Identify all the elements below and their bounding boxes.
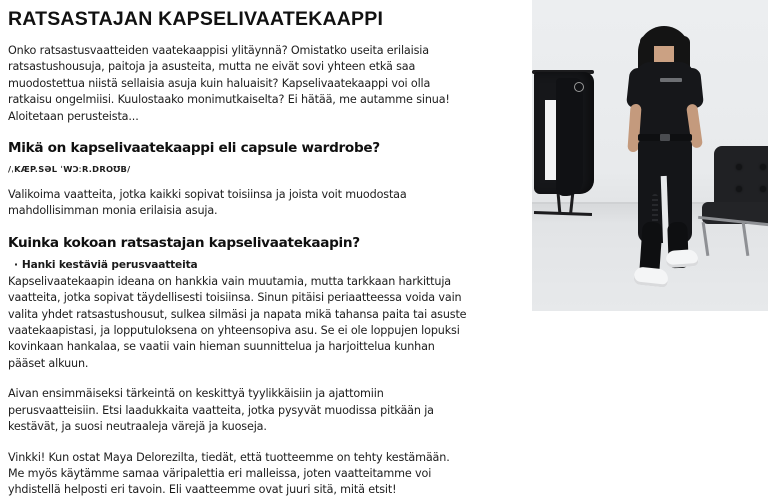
article-photo-container — [478, 0, 768, 311]
body-paragraph-3: Vinkki! Kun ostat Maya Delorezilta, tiedät, että tuotteemme on tehty kestämään. Me myös käytämme samaa väripalettia eri malleissa, joten vaatteitamme voi yhdistellä helposti eri tavoin. Eli vaatteemme ovat juuri sitä, mitä etsit! — [8, 450, 450, 497]
bullet-item-durable-basics — [8, 258, 468, 273]
chair-button-4 — [760, 186, 766, 192]
chair-leg-back — [742, 222, 749, 256]
model-belt-buckle — [660, 134, 670, 141]
page-title: RATSASTAJAN KAPSELIVAATEKAAPPI — [8, 8, 384, 30]
chair-leg-front — [702, 222, 709, 256]
body-paragraph-1: Kapselivaatekaapin ideana on hankkia vain muutamia, mutta tarkkaan harkittuja vaatteita, jotka sopivat täydellisesti toisiinsa. Sinun pitäisi periaatteessa voida vain valita yhdet ratsastushousut, sulkea silmäsi ja napata mikä tahansa paita tai asuste vaatekaapistasi, ja lopputuloksena on yhteensopiva asu. Se ei ole loppujen lopuksi kovinkaan hankalaa, se vaatii vain hieman suunnittelua ja harjoittelua kunhan pääset alkuun. — [8, 274, 467, 370]
chair-backrest — [714, 146, 768, 208]
section-heading-how-to: Kuinka kokoan ratsastajan kapselivaatekaapin? — [8, 234, 360, 251]
chair-button-1 — [736, 164, 742, 170]
model-sneaker-left — [633, 266, 669, 287]
hanger-ring-icon — [574, 82, 584, 92]
clothing-rack — [532, 64, 598, 249]
hanging-garment-white — [545, 100, 556, 180]
model-sneaker-right — [665, 249, 698, 268]
intro-paragraph: Onko ratsastusvaatteiden vaatekaappisi ylitäynnä? Omistatko useita erilaisia ratsastushousuja, paitoja ja asusteita, mutta ne eivät sovi yhteen etkä saa muodostettua niistä sellaisia asuja kuin haluaisit? Kapselivaatekaappi voi olla ratkaisu ongelmiisi. Kuulostaako monimutkaiselta? Ei hätää, me autamme sinua! Aloitetaan perusteista... — [8, 44, 450, 123]
bullet-item-label: Hanki kestäviä perusvaatteita — [21, 258, 198, 271]
hanging-jacket-black — [556, 78, 583, 196]
body-paragraph-2: Aivan ensimmäiseksi tärkeintä on keskittyä tyylikkäisiin ja ajattomiin perusvaatteisiin. Etsi laadukkaita vaatteita, jotka pysyvät muodissa pitkään ja kestävät, ja suosi neutraaleja värejä ja kuoseja. — [8, 387, 434, 434]
section-heading-what-is: Mikä on kapselivaatekaappi eli capsule wardrobe? — [8, 140, 380, 157]
model-black-top — [636, 62, 694, 138]
rack-foot — [534, 211, 592, 216]
article-content — [4, 0, 474, 497]
phonetic-transcription: /ˌKÆP.SƏL ˈWƆːR.DROƱB/ — [8, 164, 131, 175]
bullet-dot-icon: · — [14, 258, 18, 271]
brand-logo-print — [660, 78, 682, 82]
chair-button-3 — [736, 186, 742, 192]
article-photo — [532, 0, 768, 311]
definition-paragraph: Valikoima vaatteita, jotka kaikki sopivat toisiinsa ja joista voit muodostaa mahdollisimman monia erilaisia asuja. — [8, 188, 407, 218]
black-lounge-chair — [698, 146, 768, 260]
chair-button-2 — [760, 164, 766, 170]
